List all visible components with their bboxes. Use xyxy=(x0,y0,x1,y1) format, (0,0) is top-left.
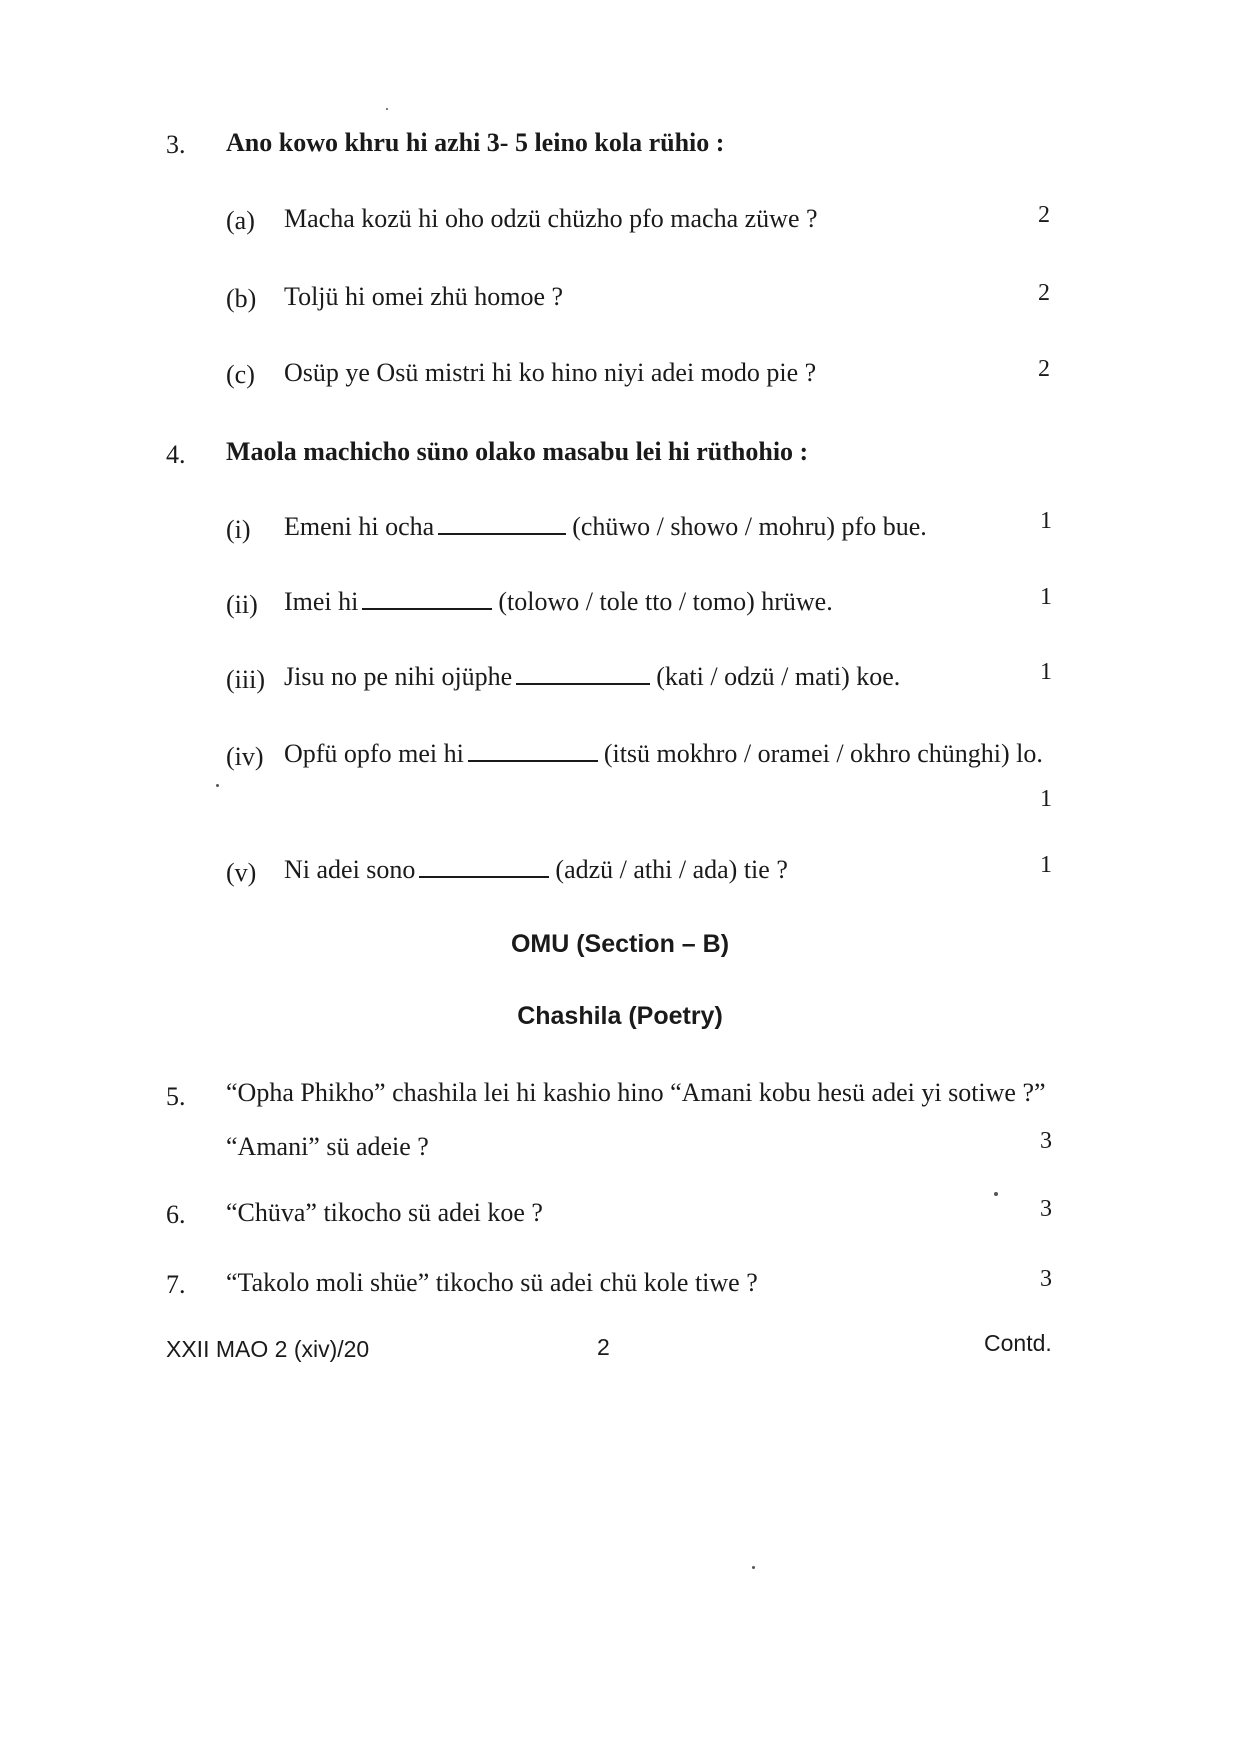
q5-line1: “Opha Phikho” chashila lei hi kashio hino “Amani kobu hesü adei yi sotiwe ?” xyxy=(226,1078,1046,1107)
q4i-text xyxy=(284,512,927,542)
q3a-marks: 2 xyxy=(1038,202,1050,228)
q3b-label: (b) xyxy=(226,284,257,313)
q5-number: 5. xyxy=(166,1082,186,1111)
scan-speck xyxy=(994,1192,998,1196)
q4i-blank xyxy=(438,515,566,535)
scan-speck xyxy=(216,784,219,787)
q4ii-marks: 1 xyxy=(1040,584,1052,610)
q3b-text: Toljü hi omei zhü homoe ? xyxy=(284,282,564,311)
q4v-label: (v) xyxy=(226,858,257,887)
q5-marks: 3 xyxy=(1040,1128,1052,1154)
q4i-after: (chüwo / showo / mohru) pfo bue. xyxy=(572,512,927,541)
q4iv-marks: 1 xyxy=(1040,786,1052,812)
footer-contd: Contd. xyxy=(984,1330,1052,1356)
q4iii-label: (iii) xyxy=(226,665,265,694)
q4ii-label: (ii) xyxy=(226,590,258,619)
q4ii-before: Imei hi xyxy=(284,587,359,616)
q4iii-marks: 1 xyxy=(1040,659,1052,685)
q4v-marks: 1 xyxy=(1040,852,1052,878)
scan-speck xyxy=(752,1566,755,1569)
q4iv-text xyxy=(284,739,1043,769)
q3a-label: (a) xyxy=(226,206,255,235)
q4v-after: (adzü / athi / ada) tie ? xyxy=(555,855,788,884)
q4ii-after: (tolowo / tole tto / tomo) hrüwe. xyxy=(498,587,833,616)
footer-page-number: 2 xyxy=(597,1334,610,1360)
q3c-marks: 2 xyxy=(1038,356,1050,382)
q3a-text: Macha kozü hi oho odzü chüzho pfo macha züwe ? xyxy=(284,204,818,233)
q3b-marks: 2 xyxy=(1038,280,1050,306)
q6-number: 6. xyxy=(166,1200,186,1229)
section-title: OMU (Section – B) xyxy=(510,930,730,958)
q4iii-after: (kati / odzü / mati) koe. xyxy=(656,662,901,691)
q4-heading: Maola machicho süno olako masabu lei hi rüthohio : xyxy=(226,437,809,466)
q4iii-text xyxy=(284,662,900,692)
q4v-before: Ni adei sono xyxy=(284,855,416,884)
q4i-marks: 1 xyxy=(1040,508,1052,534)
q6-text: “Chüva” tikocho sü adei koe ? xyxy=(226,1198,543,1227)
q4iii-before: Jisu no pe nihi ojüphe xyxy=(284,662,513,691)
section-subtitle: Chashila (Poetry) xyxy=(517,1002,723,1030)
q3-heading: Ano kowo khru hi azhi 3- 5 leino kola rühio : xyxy=(226,128,725,157)
q3c-label: (c) xyxy=(226,360,255,389)
q4-number: 4. xyxy=(166,440,186,469)
q7-marks: 3 xyxy=(1040,1266,1052,1292)
q4ii-blank xyxy=(362,590,492,610)
q4i-label: (i) xyxy=(226,515,251,544)
q4v-text xyxy=(284,855,788,885)
q5-line2: “Amani” sü adeie ? xyxy=(226,1132,429,1161)
q4iv-label: (iv) xyxy=(226,742,264,771)
q3c-text: Osüp ye Osü mistri hi ko hino niyi adei modo pie ? xyxy=(284,358,817,387)
q6-marks: 3 xyxy=(1040,1196,1052,1222)
q4iv-blank xyxy=(468,742,598,762)
q3-number: 3. xyxy=(166,130,186,159)
q7-text: “Takolo moli shüe” tikocho sü adei chü kole tiwe ? xyxy=(226,1268,758,1297)
q4iv-before: Opfü opfo mei hi xyxy=(284,739,464,768)
q7-number: 7. xyxy=(166,1270,186,1299)
q4i-before: Emeni hi ocha xyxy=(284,512,435,541)
scan-speck xyxy=(386,108,388,110)
q4iv-after: (itsü mokhro / oramei / okhro chünghi) lo. xyxy=(603,739,1043,768)
q4iii-blank xyxy=(516,665,650,685)
q4v-blank xyxy=(419,858,549,878)
q4ii-text xyxy=(284,587,833,617)
footer-paper-code: XXII MAO 2 (xiv)/20 xyxy=(166,1336,370,1362)
